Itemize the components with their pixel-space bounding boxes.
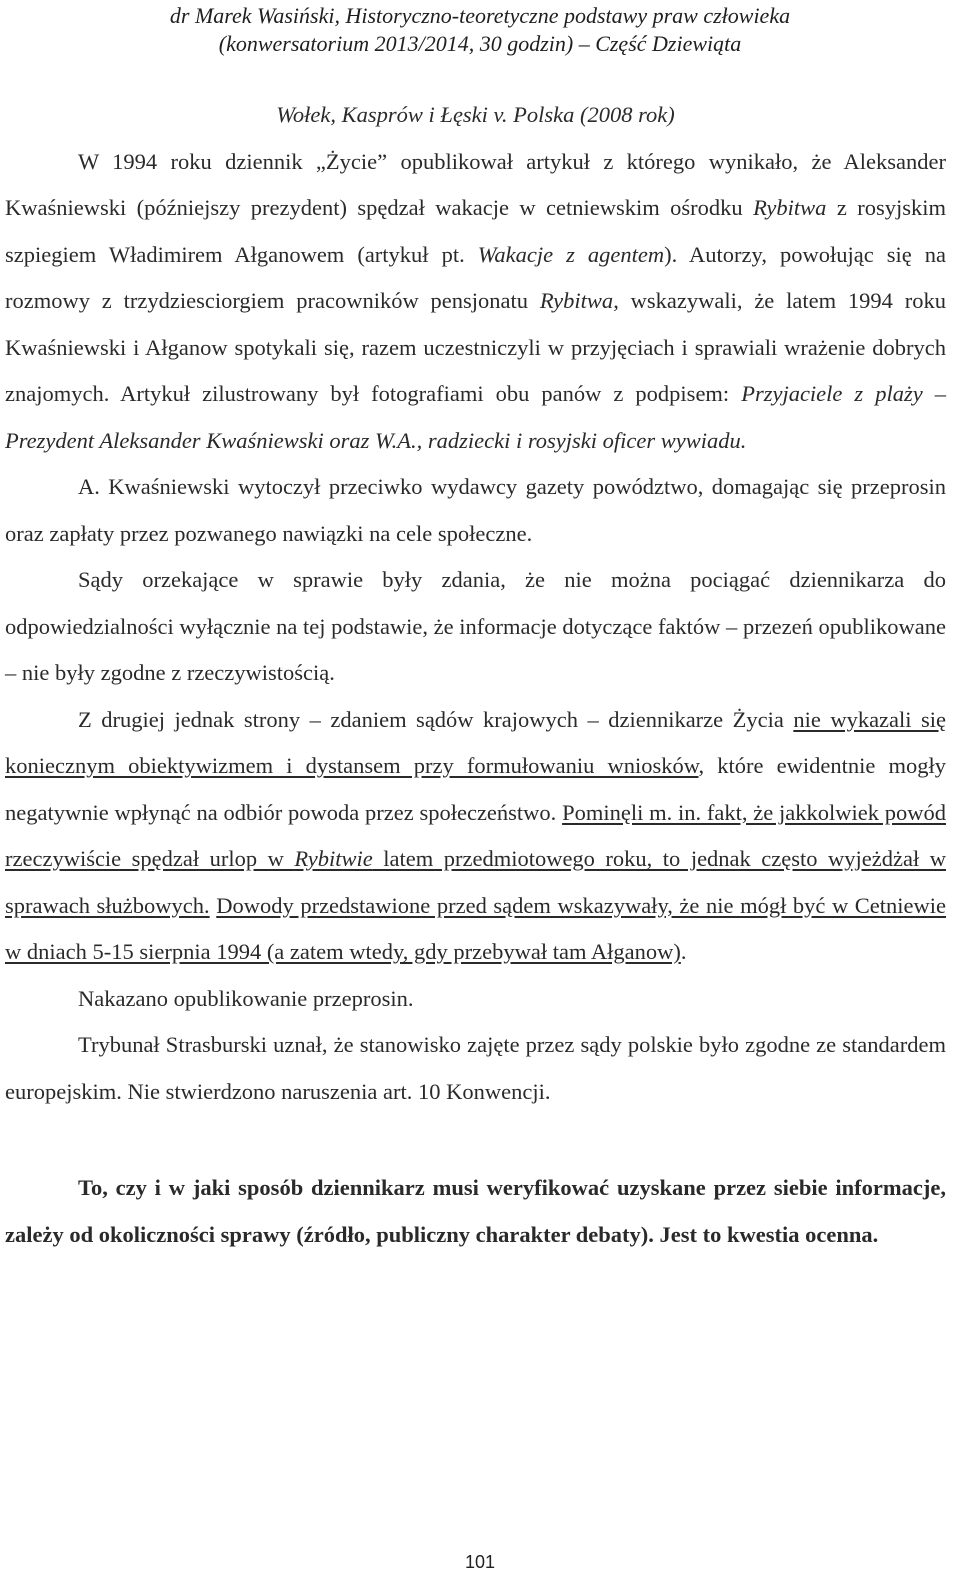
underlined-run: Dowody przedstawione przed sądem wskazywały, że nie mógł być w Cetniewie w dniach 5-15 sierpnia 1994 (a zatem wtedy, gdy przebywał tam Ałganow) [5, 892, 947, 964]
paragraph-courts-view: Sądy orzekające w sprawie były zdania, że nie można pociągać dziennikarza do odpowiedzialności wyłącznie na tej podstawie, że informacje dotyczące faktów – przezeń opublikowane – nie były zgodne z rzeczywistością. [5, 567, 946, 685]
paragraph-tribunal-ruling: Trybunał Strasburski uznał, że stanowisko zajęte przez sądy polskie było zgodne ze standardem europejskim. Nie stwierdzono naruszenia art. 10 Konwencji. [5, 1032, 946, 1104]
text-run: . [680, 939, 687, 964]
paragraph-courts-reasoning [5, 697, 946, 976]
document-body [5, 92, 946, 1258]
photo-caption: Przyjaciele z plaży – Prezydent Aleksander Kwaśniewski oraz W.A., radziecki i rosyjski oficer wywiadu. [5, 381, 946, 453]
header-line-2: (konwersatorium 2013/2014, 30 godzin) – Część Dziewiąta [218, 31, 742, 56]
text-run: ). Autorzy, powołując się na rozmowy z trzydziesciorgiem pracowników pensjonatu [5, 241, 946, 313]
case-title: Wołek, Kasprów i Łęski v. Polska (2008 rok) [276, 102, 675, 127]
page-header [0, 2, 960, 58]
paragraph-facts [5, 139, 946, 465]
underlined-italic-run: Rybitwie [294, 846, 373, 871]
text-run: , wskazywali, że latem 1994 roku Kwaśniewski i Ałganow spotykali się, razem uczestniczyli w przyjęciach i sprawiali wrażenie dobrych znajomych. Artykuł zilustrowany był fotografiami obu panów z podpisem: [5, 288, 946, 406]
text-run: W 1994 roku dziennik „Życie” opublikował artykuł z którego wynikało, że Aleksander Kwaśniewski (późniejszy prezydent) spędzał wakacje w cetniewskim ośrodku [5, 148, 946, 220]
italic-run: Rybitwa [539, 288, 614, 313]
italic-run: Rybitwa [753, 195, 827, 220]
underlined-run: nie wykazali się koniecznym obiektywizmem i dystansem przy formułowaniu wniosków [5, 706, 947, 778]
header-line-1: dr Marek Wasiński, Historyczno-teoretyczne podstawy praw człowieka [169, 3, 791, 28]
page-number: 101 [464, 1552, 496, 1572]
paragraph-lawsuit: A. Kwaśniewski wytoczył przeciwko wydawcy gazety powództwo, domagając się przeprosin oraz zapłaty przez pozwanego nawiązki na cele społeczne. [5, 474, 946, 546]
italic-run: Wakacje z agentem [477, 241, 665, 267]
paragraph-apology-order: Nakazano opublikowanie przeprosin. [78, 985, 414, 1011]
underlined-run: Pominęli m. in. fakt, że jakkolwiek powód rzeczywiście spędzał urlop w [5, 799, 947, 871]
text-run: z rosyjskim szpiegiem Władimirem Ałganowem (artykuł pt. [5, 195, 946, 267]
text-run: , które ewidentnie mogły negatywnie wpłynąć na odbiór powoda przez społeczeństwo. [5, 753, 946, 825]
paragraph-conclusion: To, czy i w jaki sposób dziennikarz musi weryfikować uzyskane przez siebie informacje, zależy od okoliczności sprawy (źródło, publiczny charakter debaty). Jest to kwestia ocenna. [5, 1175, 946, 1247]
text-run: Z drugiej jednak strony – zdaniem sądów krajowych – dziennikarze Życia [78, 706, 794, 732]
underlined-run: latem przedmiotowego roku, to jednak często wyjeżdżał w sprawach służbowych. [5, 846, 946, 918]
